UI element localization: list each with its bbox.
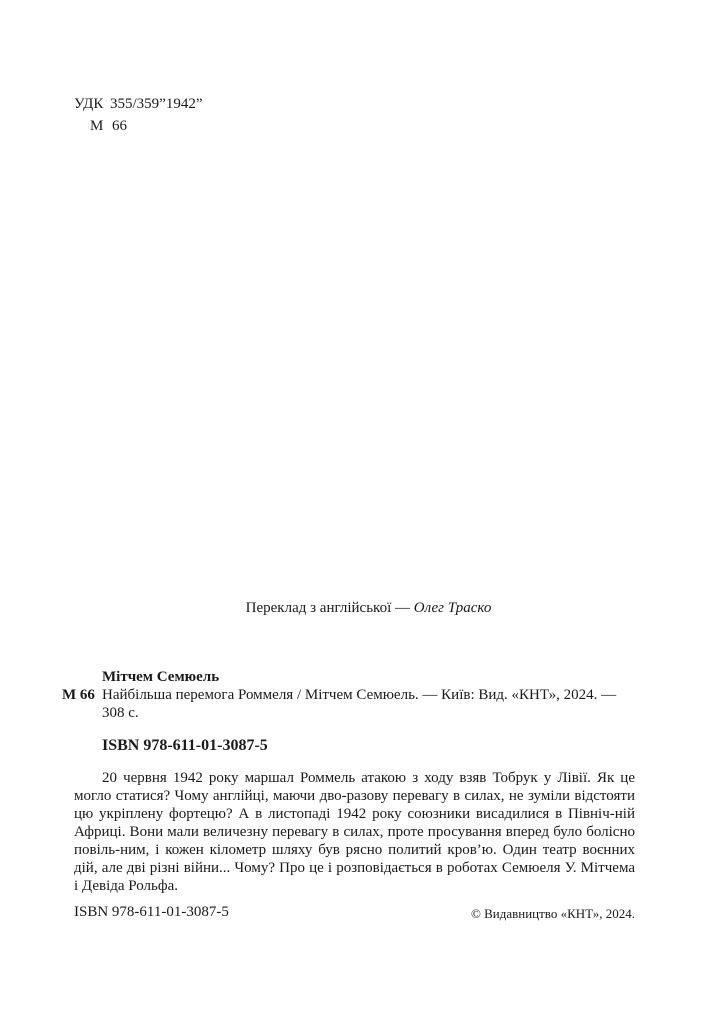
isbn-heading: ISBN 978-611-01-3087-5	[102, 737, 268, 754]
cutter-mark: М 66	[62, 687, 95, 703]
udk-value: 355/359”1942”	[110, 96, 203, 112]
cutter-line	[90, 117, 127, 135]
translation-credit	[0, 599, 707, 617]
udk-label: УДК	[74, 96, 104, 112]
translation-prefix: Переклад з англійської —	[245, 600, 410, 616]
bibliographic-line-1: Найбільша перемога Роммеля / Мітчем Семюель. — Київ: Вид. «КНТ», 2024. —	[102, 687, 617, 703]
udk-line	[74, 95, 202, 113]
footer-isbn: ISBN 978-611-01-3087-5	[74, 904, 229, 920]
author-heading: Мітчем Семюель	[102, 669, 220, 685]
bibliographic-line-2: 308 с.	[102, 705, 139, 721]
annotation-paragraph: 20 червня 1942 року маршал Роммель атакою з ходу взяв Тобрук у Лівії. Як це могло статися? Чому англійці, маючи дво-разову перевагу в силах, не зуміли відстояти цю укріплену фортецю? А в листопаді 1942 року союзники висадилися в Північ-ній Африці. Вони мали величезну перевагу в силах, проте просування вперед було болісно повіль-ним, і кожен кілометр шляху був рясно политий кров’ю. Один театр воєнних дій, але дві різні війни... Чому? Про це і розповідається в роботах Семюеля У. Мітчема і Девіда Рольфа.	[74, 770, 635, 894]
cutter-label: М	[90, 118, 104, 134]
translator-name: Олег Траско	[413, 600, 492, 616]
copyright-notice: © Видавництво «КНТ», 2024.	[470, 906, 635, 921]
bibliographic-description	[102, 686, 635, 722]
cutter-value: 66	[112, 118, 127, 134]
